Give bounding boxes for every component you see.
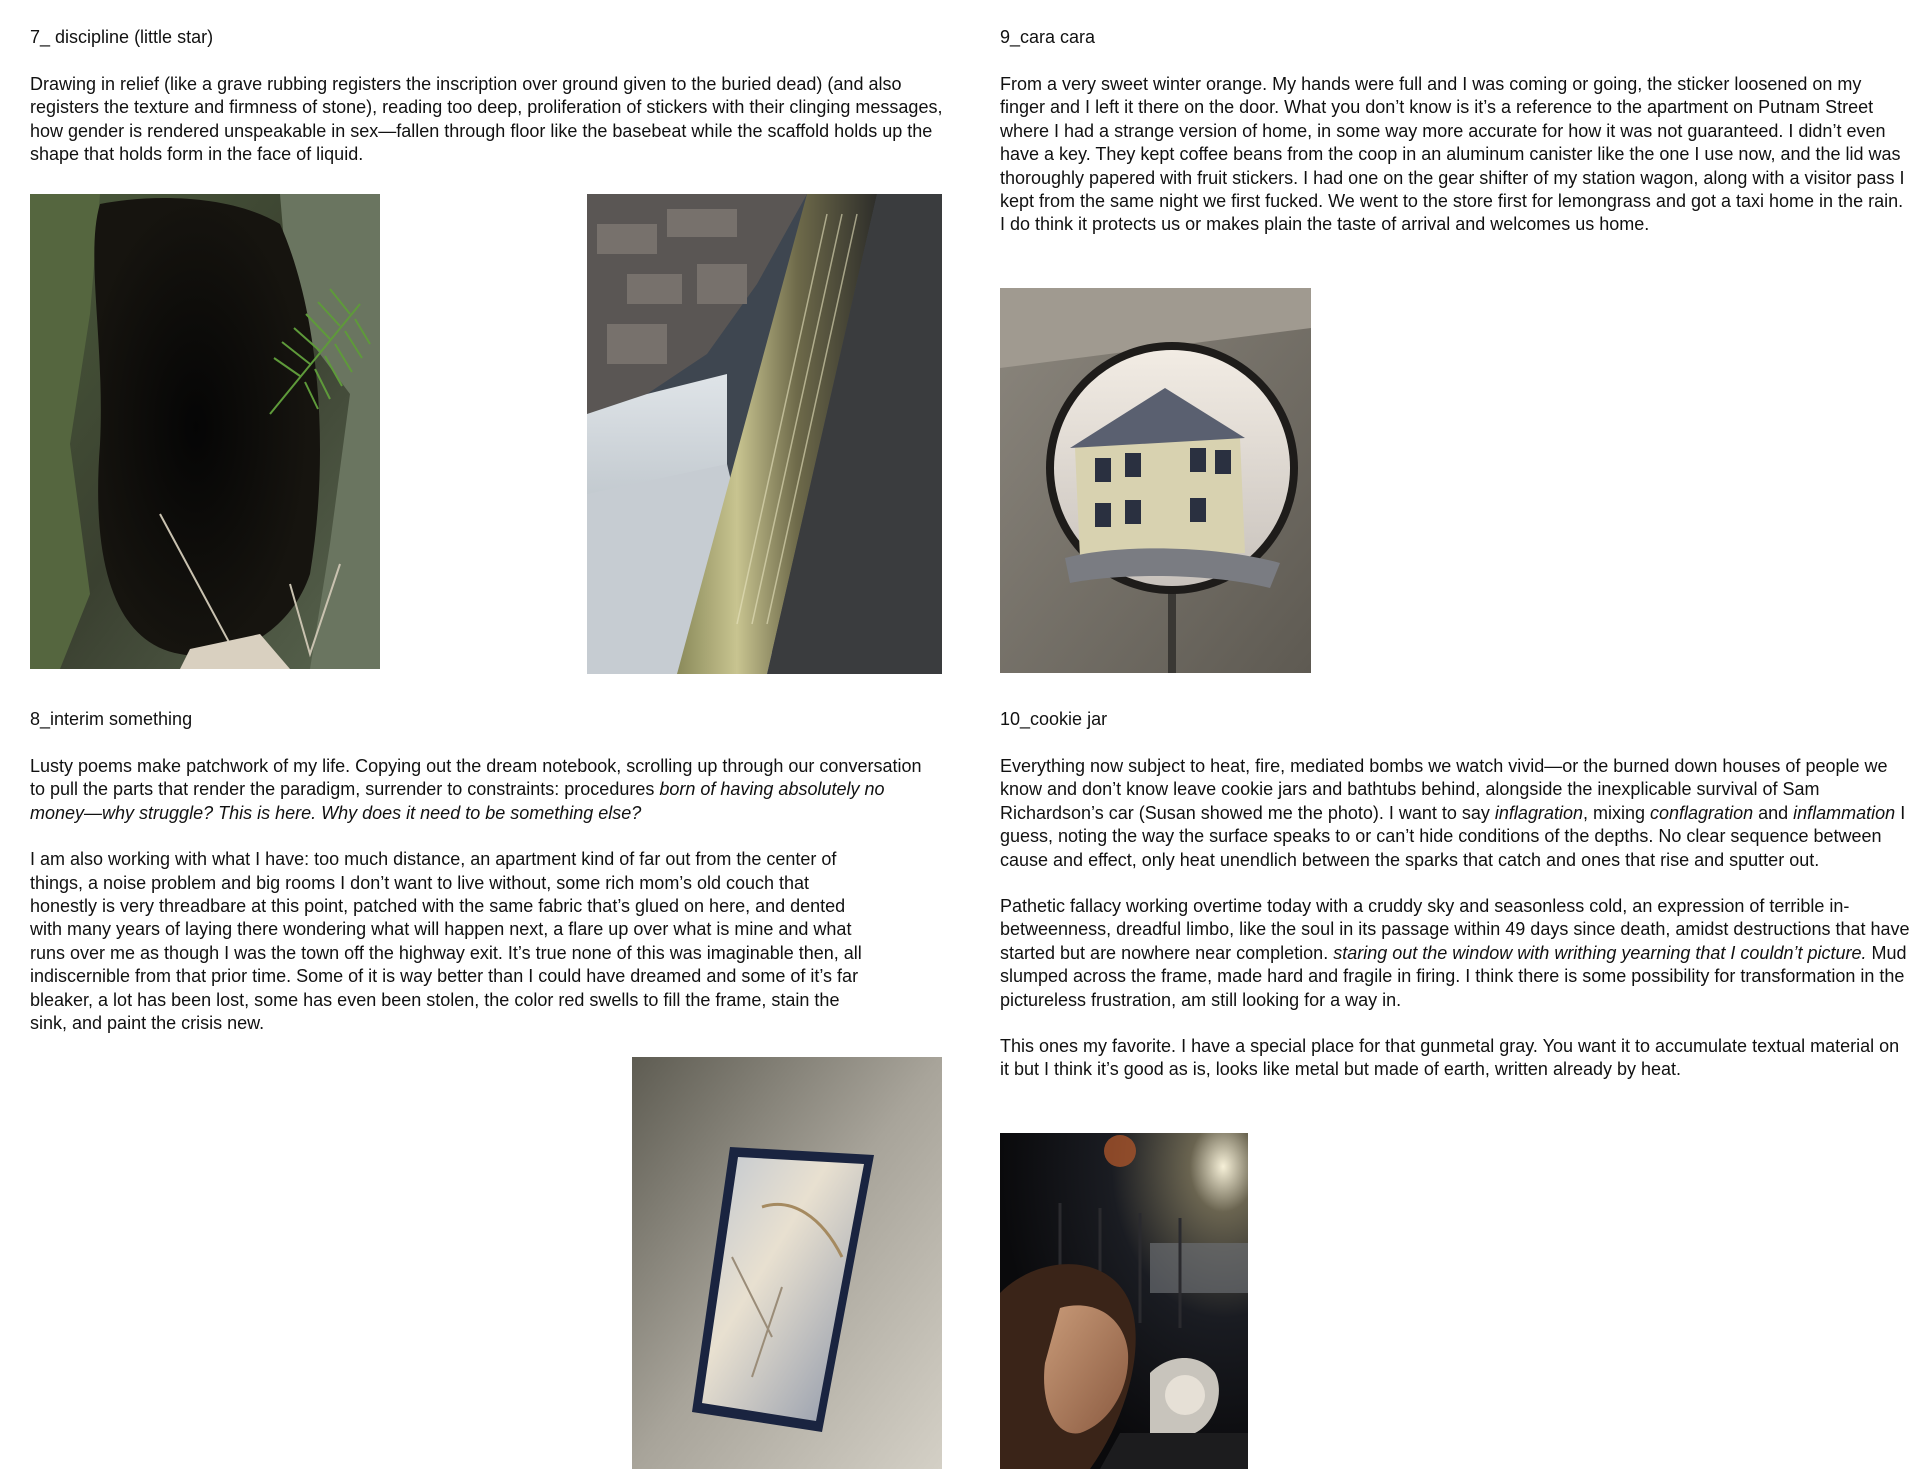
section-paragraph: From a very sweet winter orange. My hands were full and I was coming or going, the sticker loosened on my finger and I left it there on the door. What you don’t know is it’s a reference to the apartment on Putnam Street where I had a strange version of home, in some way more accurate for how it was not guaranteed. I didn’t even have a key. They kept coffee beans from the coop in an aluminum canister like the one I use now, and the lid was thoroughly papered with fruit stickers. I had one on the gear shifter of my station wagon, along with a visitor pass I kept from the same night we first fucked. We went to the store first for lemongrass and got a taxi home in the rain. I do think it protects us or makes plain the taste of arrival and welcomes us home. [1000,74,1905,235]
paragraph-italic-text: born of having absolutely no money—why struggle? This is here. Why does it need to be something else? [30,779,885,823]
paragraph-italic-text: inflagration [1494,802,1583,823]
section-paragraph-3: This ones my favorite. I have a special place for that gunmetal gray. You want it to accumulate textual material on it but I think it’s good as is, looks like metal but made of earth, written already by heat. [1000,1036,1900,1080]
section-title: 8_interim something [30,709,193,729]
mirror-photo [1000,288,1311,673]
section-paragraph-1 [30,755,935,825]
section-8 [30,708,935,1058]
section-9 [1000,26,1910,260]
section-paragraph-2 [1000,895,1910,1012]
paragraph-text: and [1753,802,1794,823]
waterfall-photo [587,194,942,674]
section-paragraph: Drawing in relief (like a grave rubbing registers the inscription over ground given to the buried dead) (and also registers the texture and firmness of stone), reading too deep, proliferation of stickers with their clinging messages, how gender is rendered unspeakable in sex—fallen through floor like the basebeat while the scaffold holds up the shape that holds form in the face of liquid. [30,74,943,165]
cave-photo [30,194,380,669]
section-title: 9_cara cara [1000,27,1096,47]
framed-picture-photo [632,1057,942,1469]
section-7 [30,26,945,190]
paragraph-italic-text: staring out the window with writhing yearning that I couldn’t picture. [1333,942,1867,963]
paragraph-italic-text: inflammation [1793,802,1896,823]
paragraph-italic-text: conflagration [1650,802,1754,823]
section-paragraph-2: I am also working with what I have: too much distance, an apartment kind of far out from the center of things, a noise problem and big rooms I don’t want to live without, some rich mom’s old couch that honestly is very threadbare at this point, patched with the same fabric that’s glued on here, and dented with many years of laying there wondering what will happen next, a flare up over what is mine and what runs over me as though I was the town off the highway exit. It’s true none of this was imaginable then, all indiscernible from that prior time. Some of it is way better than I could have dreamed and some of it’s far bleaker, a lot has been lost, some has even been stolen, the color red swells to fill the frame, stain the sink, and paint the crisis new. [30,849,862,1034]
paragraph-text: Mud slumped across the frame, made hard and fragile in firing. I think there is some possibility for transformation in the pictureless frustration, am still looking for a way in. [1000,942,1907,1010]
section-10 [1000,708,1910,1105]
section-title: 10_cookie jar [1000,709,1108,729]
paragraph-text: , mixing [1582,802,1651,823]
paragraph-text: Pathetic fallacy working overtime today with a cruddy sky and seasonless cold, an expression of terrible in-betweenness, dreadful limbo, like the soul in its passage within 49 days since death, amidst destructions that have started but are nowhere near completion. [1000,896,1910,963]
section-paragraph-1 [1000,755,1910,872]
car-window-photo [1000,1133,1248,1469]
paragraph-text: I guess, noting the way the surface speaks to or can’t hide conditions of the depths. No clear sequence between cause and effect, only heat unendlich between the sparks that catch and ones that rise and sputter out. [1000,802,1906,870]
paragraph-text: Lusty poems make patchwork of my life. Copying out the dream notebook, scrolling up through our conversation to pull the parts that render the paradigm, surrender to constraints: procedures [30,756,922,800]
paragraph-text: Everything now subject to heat, fire, mediated bombs we watch vivid—or the burned down houses of people we know and don’t know leave cookie jars and bathtubs behind, alongside the inexplicable survival of Sam Richardson’s car (Susan showed me the photo). I want to say [1000,756,1888,823]
section-title: 7_ discipline (little star) [30,27,214,47]
